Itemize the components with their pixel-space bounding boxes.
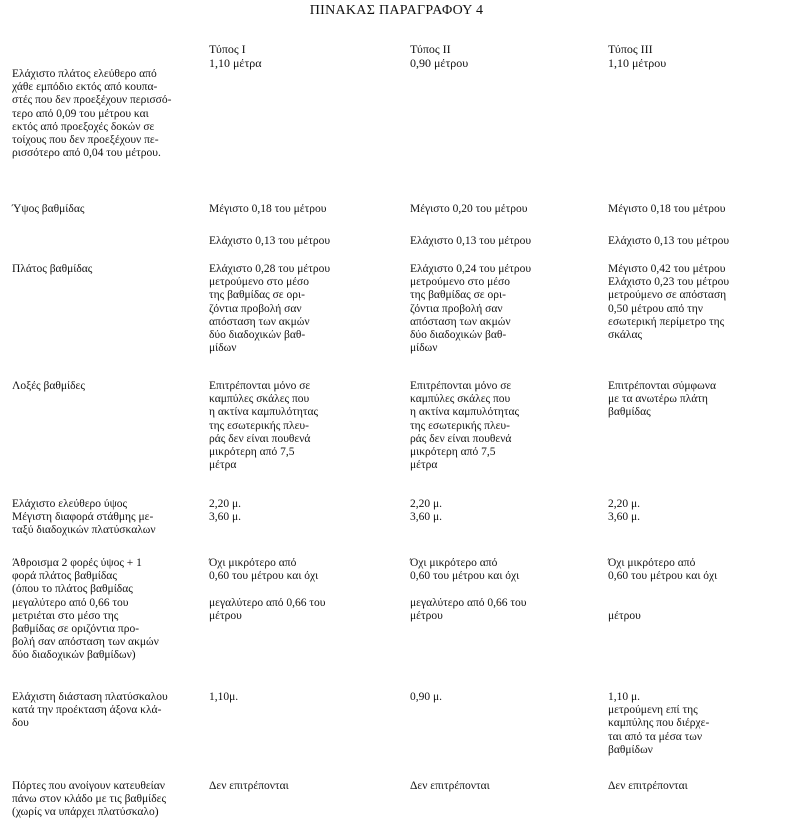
column-header-type-2: Τύπος ΙΙ 0,90 μέτρου	[410, 42, 469, 70]
cell-step-height-max-2: Μέγιστο 0,20 του μέτρου	[410, 203, 528, 215]
cell-oblique-steps-3: Επιτρέπονται σύμφωνα με τα ανωτέρω πλάτη βαθμίδας	[608, 380, 716, 419]
cell-landing-dimension-1: 1,10μ.	[209, 691, 239, 703]
cell-step-sum-3: Όχι μικρότερο από 0,60 του μέτρου και όχι μέτρου	[608, 557, 718, 622]
cell-step-height-min-1: Ελάχιστο 0,13 του μέτρου	[209, 235, 331, 247]
cell-clear-height-2: 2,20 μ. 3,60 μ.	[410, 498, 443, 524]
cell-step-width-1: Ελάχιστο 0,28 του μέτρου μετρούμενο στο μέσο της βαθμίδας σε ορι- ζόντια προβολή σαν απόσταση των ακμών δύο διαδοχικών βαθ- μίδων	[209, 263, 331, 355]
row-label-min-width: Ελάχιστο πλάτος ελεύθερο από χάθε εμπόδιο εκτός από κουπα- στές που δεν προεξέχουν περισσό- τερο από 0,09 του μέτρου και εκτός από προεξοχές δοκών σε τοίχους που δεν προεξέχουν πε- ρισσότερο από 0,04 του μέτρου.	[12, 68, 172, 160]
cell-clear-height-3: 2,20 μ. 3,60 μ.	[608, 498, 641, 524]
cell-landing-dimension-3: 1,10 μ. μετρούμενη επί της καμπύλης που διέρχε- ται από τα μέσα των βαθμίδων	[608, 691, 710, 756]
cell-doors-1: Δεν επιτρέπονται	[209, 780, 289, 792]
cell-oblique-steps-1: Επιτρέπονται μόνο σε καμπύλες σκάλες που η ακτίνα καμπυλότητας της εσωτερικής πλευ- ράς δεν είναι πουθενά μικρότερη από 7,5 μέτρα	[209, 380, 319, 472]
row-label-landing-dimension: Ελάχιστη διάσταση πλατύσκαλου κατά την προέκταση άξονα κλά- δου	[12, 691, 168, 730]
cell-step-width-2: Ελάχιστο 0,24 του μέτρου μετρούμενο στο μέσο της βαθμίδας σε ορι- ζόντια προβολή σαν απόσταση των ακμών δύο διαδοχικών βαθ- μίδων	[410, 263, 532, 355]
cell-step-sum-2: Όχι μικρότερο από 0,60 του μέτρου και όχι μεγαλύτερο από 0,66 του μέτρου	[410, 557, 527, 622]
cell-step-height-max-1: Μέγιστο 0,18 του μέτρου	[209, 203, 327, 215]
cell-step-height-max-3: Μέγιστο 0,18 του μέτρου	[608, 203, 726, 215]
column-header-type-3: Τύπος ΙΙΙ 1,10 μέτρου	[608, 42, 667, 70]
cell-oblique-steps-2: Επιτρέπονται μόνο σε καμπύλες σκάλες που η ακτίνα καμπυλότητας της εσωτερικής πλευ- ράς δεν είναι πουθενά μικρότερη από 7,5 μέτρα	[410, 380, 520, 472]
cell-step-height-min-3: Ελάχιστο 0,13 του μέτρου	[608, 235, 730, 247]
cell-step-sum-1: Όχι μικρότερο από 0,60 του μέτρου και όχι μεγαλύτερο από 0,66 του μέτρου	[209, 557, 326, 622]
row-label-step-sum: Άθροισμα 2 φορές ύψος + 1 φορά πλάτος βαθμίδας (όπου το πλάτος βαθμίδας μεγαλύτερο από 0,66 του μετριέται στο μέσο της βαθμίδας σε οριζόντια προ- βολή σαν απόσταση των ακμών δύο διαδοχικών βαθμίδων)	[12, 557, 159, 662]
row-label-clear-height: Ελάχιστο ελεύθερο ύψος Μέγιστη διαφορά στάθμης με- ταξύ διαδοχικών πλατύσκαλων	[12, 498, 156, 537]
row-label-step-width: Πλάτος βαθμίδας	[12, 263, 93, 275]
cell-step-width-3: Μέγιστο 0,42 του μέτρου Ελάχιστο 0,23 του μέτρου μετρούμενο σε απόσταση 0,50 μέτρου από την εσωτερική περίμετρο της σκάλας	[608, 263, 730, 342]
cell-doors-2: Δεν επιτρέπονται	[410, 780, 490, 792]
cell-doors-3: Δεν επιτρέπονται	[608, 780, 688, 792]
table-title: ΠΙΝΑΚΑΣ ΠΑΡΑΓΡΑΦΟΥ 4	[309, 3, 484, 18]
cell-landing-dimension-2: 0,90 μ.	[410, 691, 443, 703]
column-header-type-1: Τύπος Ι 1,10 μέτρα	[209, 42, 262, 70]
cell-step-height-min-2: Ελάχιστο 0,13 του μέτρου	[410, 235, 532, 247]
row-label-oblique-steps: Λοξές βαθμίδες	[12, 380, 85, 392]
cell-clear-height-1: 2,20 μ. 3,60 μ.	[209, 498, 242, 524]
row-label-step-height: Ύψος βαθμίδας	[12, 203, 85, 215]
row-label-doors: Πόρτες που ανοίγουν κατευθείαν πάνω στον κλάδο με τις βαθμίδες (χωρίς να υπάρχει πλατύσκαλο)	[12, 780, 167, 819]
